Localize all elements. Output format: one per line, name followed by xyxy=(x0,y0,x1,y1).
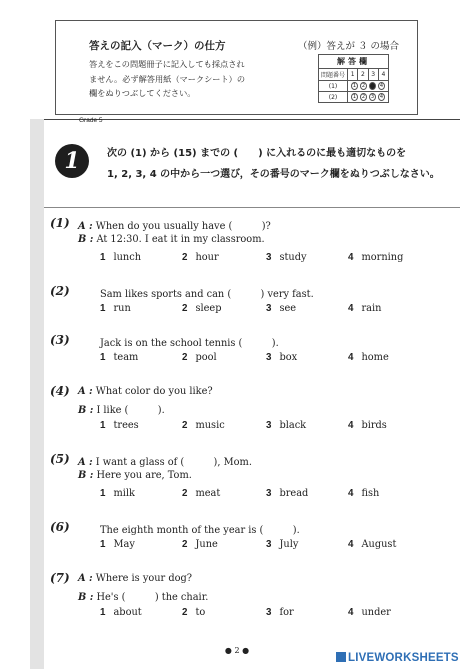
bubble-icon: 2 xyxy=(361,94,366,100)
option-2[interactable]: 2 hour xyxy=(182,252,219,263)
option-1[interactable]: 1 about xyxy=(100,607,142,618)
option-text: under xyxy=(361,607,391,618)
bubble-icon: 1 xyxy=(352,94,357,100)
option-3[interactable]: 3 study xyxy=(266,252,307,263)
option-text: hour xyxy=(195,252,219,263)
option-2[interactable]: 2 pool xyxy=(182,352,217,363)
option-3[interactable]: 3 black xyxy=(266,420,307,431)
option-4[interactable]: 4 birds xyxy=(348,420,387,431)
question-text: Here you are, Tom. xyxy=(96,470,192,481)
speaker-label: A : xyxy=(78,573,93,584)
choice-header: 1 xyxy=(348,69,358,81)
option-2[interactable]: 2 to xyxy=(182,607,206,618)
bubble-icon: 3 xyxy=(370,94,375,100)
speaker-label: A : xyxy=(78,457,93,468)
question-line xyxy=(100,335,279,349)
option-text: see xyxy=(279,303,297,314)
question-line xyxy=(78,402,165,416)
question-number: (7) xyxy=(50,571,70,585)
question-number-label: 問題番号 xyxy=(319,69,348,81)
speaker-label: A : xyxy=(78,386,93,397)
question-text: He's ( ) the chair. xyxy=(96,592,209,603)
option-text: run xyxy=(113,303,131,314)
speaker-label: B : xyxy=(78,592,94,603)
example-answer-table xyxy=(318,54,389,103)
option-2[interactable]: 2 music xyxy=(182,420,225,431)
option-2[interactable]: 2 June xyxy=(182,539,218,550)
option-text: lunch xyxy=(113,252,142,263)
logo-icon xyxy=(336,652,346,662)
example-title: （例）答えが ３ の場合 xyxy=(298,41,400,52)
choice-header: 4 xyxy=(378,69,388,81)
option-text: home xyxy=(361,352,389,363)
option-4[interactable]: 4 morning xyxy=(348,252,404,263)
question-text: I want a glass of ( ), Mom. xyxy=(95,457,252,468)
question-line xyxy=(100,522,300,536)
option-text: music xyxy=(195,420,225,431)
question-number: (3) xyxy=(50,333,70,347)
speaker-label: A : xyxy=(78,221,93,232)
option-2[interactable]: 2 meat xyxy=(182,488,221,499)
divider xyxy=(44,207,460,208)
option-text: July xyxy=(279,539,299,550)
option-2[interactable]: 2 sleep xyxy=(182,303,222,314)
option-3[interactable]: 3 bread xyxy=(266,488,309,499)
question-text: The eighth month of the year is ( ). xyxy=(100,525,300,536)
bubble-icon: 1 xyxy=(352,83,357,89)
instruction-title: 答えの記入（マーク）の仕方 xyxy=(89,40,226,52)
choice-header: 3 xyxy=(368,69,378,81)
option-1[interactable]: 1 run xyxy=(100,303,131,314)
option-1[interactable]: 1 team xyxy=(100,352,139,363)
question-line xyxy=(78,470,192,481)
liveworksheets-logo[interactable] xyxy=(336,652,459,664)
option-3[interactable]: 3 for xyxy=(266,607,294,618)
question-number: (1) xyxy=(50,216,70,230)
filled-bubble-icon xyxy=(369,82,376,90)
instruction-line: 答えをこの問題冊子に記入しても採点され xyxy=(89,59,245,69)
section-instruction-line2: 1, 2, 3, 4 の中から一つ選び，その番号のマーク欄をぬりつぶしなさい。 xyxy=(107,169,440,180)
option-text: morning xyxy=(361,252,404,263)
option-4[interactable]: 4 home xyxy=(348,352,389,363)
instruction-body xyxy=(89,57,279,101)
speaker-label: B : xyxy=(78,234,94,245)
option-text: June xyxy=(195,539,218,550)
question-text: Jack is on the school tennis ( ). xyxy=(100,338,279,349)
page-number: ● 2 ● xyxy=(224,646,250,655)
bubble-icon: 4 xyxy=(379,94,384,100)
question-line xyxy=(78,573,192,584)
question-line xyxy=(78,234,265,245)
bubble-icon: 2 xyxy=(361,83,366,89)
question-line xyxy=(78,218,271,232)
option-3[interactable]: 3 see xyxy=(266,303,297,314)
option-text: box xyxy=(279,352,298,363)
question-text: Sam likes sports and can ( ) very fast. xyxy=(100,289,314,300)
logo-text: LIVEWORKSHEETS xyxy=(348,652,459,664)
option-text: milk xyxy=(113,488,135,499)
grade-label: Grade 5 xyxy=(79,117,103,124)
question-line xyxy=(78,454,252,468)
question-number: (5) xyxy=(50,452,70,466)
option-text: sleep xyxy=(195,303,222,314)
option-text: to xyxy=(195,607,206,618)
option-text: trees xyxy=(113,420,139,431)
instruction-box xyxy=(55,20,418,115)
question-text: Where is your dog? xyxy=(95,573,193,584)
question-line xyxy=(78,386,213,397)
bubble-icon: 4 xyxy=(379,83,384,89)
option-text: rain xyxy=(361,303,382,314)
answer-table-header: 解答欄 xyxy=(319,55,389,69)
question-text: At 12:30. I eat it in my classroom. xyxy=(96,234,265,245)
option-1[interactable]: 1 trees xyxy=(100,420,139,431)
option-4[interactable]: 4 fish xyxy=(348,488,380,499)
option-text: fish xyxy=(361,488,380,499)
option-1[interactable]: 1 May xyxy=(100,539,135,550)
option-text: meat xyxy=(195,488,221,499)
option-4[interactable]: 4 under xyxy=(348,607,391,618)
question-number: (4) xyxy=(50,384,70,398)
question-text: What color do you like? xyxy=(95,386,213,397)
instruction-line: ません。必ず解答用紙（マークシート）の xyxy=(89,73,246,84)
row-label: (1) xyxy=(319,81,348,92)
option-4[interactable]: 4 rain xyxy=(348,303,382,314)
row-label: (2) xyxy=(319,92,348,103)
option-text: for xyxy=(279,607,294,618)
speaker-label: B : xyxy=(78,405,94,416)
option-text: black xyxy=(279,420,307,431)
choice-header: 2 xyxy=(358,69,368,81)
option-text: team xyxy=(113,352,139,363)
bubble-row xyxy=(348,81,389,92)
question-number: (6) xyxy=(50,520,70,534)
option-1[interactable]: 1 milk xyxy=(100,488,135,499)
question-text: When do you usually have ( )? xyxy=(95,221,271,232)
option-1[interactable]: 1 lunch xyxy=(100,252,142,263)
option-text: May xyxy=(113,539,135,550)
speaker-label: B : xyxy=(78,470,94,481)
option-text: pool xyxy=(195,352,217,363)
option-text: study xyxy=(279,252,307,263)
gray-sidebar xyxy=(30,119,44,669)
option-text: birds xyxy=(361,420,387,431)
option-4[interactable]: 4 August xyxy=(348,539,397,550)
option-3[interactable]: 3 July xyxy=(266,539,299,550)
option-text: bread xyxy=(279,488,309,499)
question-line xyxy=(100,286,314,300)
question-number: (2) xyxy=(50,284,70,298)
question-text: I like ( ). xyxy=(96,405,165,416)
option-3[interactable]: 3 box xyxy=(266,352,298,363)
section-number-badge: 1 xyxy=(55,144,89,178)
section-instruction-line1: 次の (1) から (15) までの ( ) に入れるのに最も適切なものを xyxy=(107,148,407,159)
option-text: August xyxy=(361,539,397,550)
bubble-row xyxy=(348,92,389,103)
option-text: about xyxy=(113,607,142,618)
question-line xyxy=(78,589,208,603)
instruction-line: 欄をぬりつぶしてください。 xyxy=(89,88,196,98)
